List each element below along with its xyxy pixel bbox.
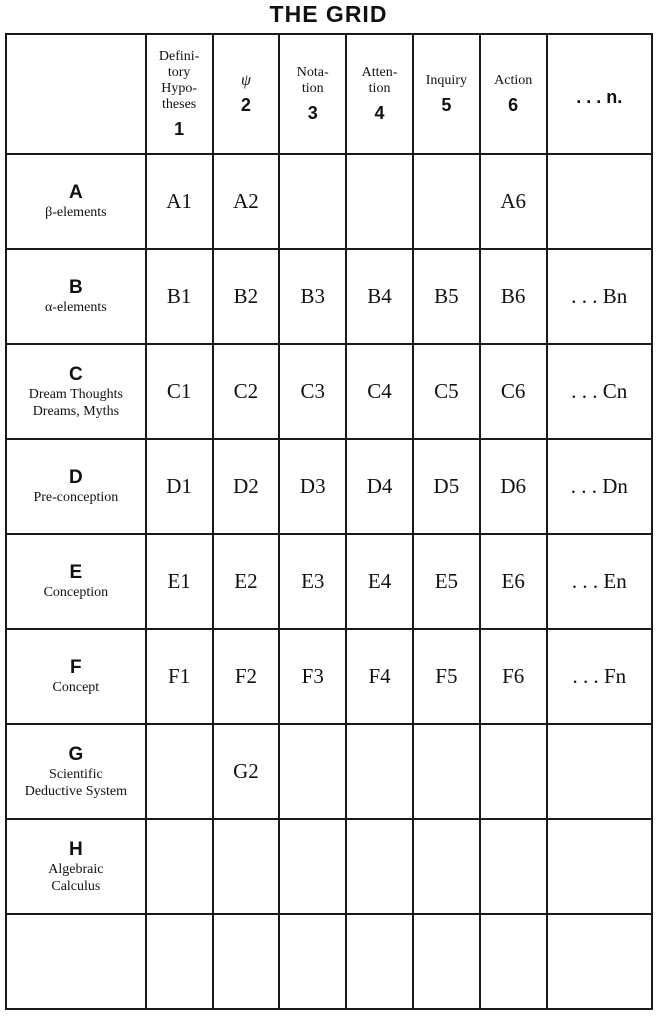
grid-cell: G2: [213, 724, 280, 819]
row-letter: C: [68, 363, 83, 385]
column-number: 6: [508, 94, 519, 115]
column-header-5: [413, 34, 480, 154]
grid-cell: E4: [346, 534, 413, 629]
grid-row: [6, 439, 652, 534]
grid-cell: C1: [146, 344, 213, 439]
grid-cell: E1: [146, 534, 213, 629]
grid-cell: E6: [480, 534, 547, 629]
grid-cell: F3: [279, 629, 346, 724]
grid-cell: F5: [413, 629, 480, 724]
corner-cell: [6, 34, 146, 154]
row-header: [6, 819, 146, 914]
row-letter: B: [68, 277, 83, 298]
grid-row: [6, 629, 652, 724]
grid-cell: . . . Dn: [547, 439, 652, 534]
grid-cell: [346, 819, 413, 914]
column-name: Action: [494, 72, 533, 88]
grid-cell: B4: [346, 249, 413, 344]
grid-cell: D4: [346, 439, 413, 534]
row-name: Algebraic Calculus: [48, 861, 104, 894]
row-name: Scientific Deductive System: [24, 766, 127, 799]
row-header: [6, 154, 146, 249]
grid-cell: [413, 914, 480, 1009]
row-header: [6, 344, 146, 439]
row-letter: D: [68, 467, 83, 488]
grid-cell: A1: [146, 154, 213, 249]
grid-cell: A6: [480, 154, 547, 249]
column-name: Atten- tion: [361, 64, 398, 96]
grid-cell: C4: [346, 344, 413, 439]
grid-cell: [146, 819, 213, 914]
grid-cell: D5: [413, 439, 480, 534]
grid-row: [6, 249, 652, 344]
column-header-4: [346, 34, 413, 154]
grid-cell: . . . En: [547, 534, 652, 629]
column-header-1: [146, 34, 213, 154]
grid-title: THE GRID: [269, 1, 388, 27]
grid-cell: [413, 819, 480, 914]
row-letter: G: [68, 743, 84, 765]
column-header-6: [480, 34, 547, 154]
grid-cell: [213, 819, 280, 914]
grid-table: [5, 33, 653, 1010]
grid-row: [6, 534, 652, 629]
grid-cell: B1: [146, 249, 213, 344]
grid-cell: B2: [213, 249, 280, 344]
grid-cell: [346, 914, 413, 1009]
column-number: . . . n.: [576, 86, 623, 107]
grid-cell: [146, 914, 213, 1009]
grid-cell: [480, 914, 547, 1009]
grid-cell: [480, 819, 547, 914]
grid-cell: [413, 154, 480, 249]
grid-cell: F2: [213, 629, 280, 724]
grid-cell: [547, 154, 652, 249]
grid-cell: E2: [213, 534, 280, 629]
grid-cell: . . . Bn: [547, 249, 652, 344]
grid-cell: B3: [279, 249, 346, 344]
grid-cell: [547, 819, 652, 914]
grid-cell: A2: [213, 154, 280, 249]
grid-cell: [279, 724, 346, 819]
grid-cell: C3: [279, 344, 346, 439]
column-header-n: [547, 34, 652, 154]
grid-cell: D3: [279, 439, 346, 534]
row-name: α-elements: [44, 300, 107, 315]
grid-cell: [279, 914, 346, 1009]
grid-cell: F1: [146, 629, 213, 724]
grid-cell: [279, 819, 346, 914]
row-letter: E: [69, 562, 83, 583]
grid-cell: E5: [413, 534, 480, 629]
grid-cell: [547, 724, 652, 819]
grid-cell: D2: [213, 439, 280, 534]
grid-cell: C5: [413, 344, 480, 439]
column-name: Nota- tion: [296, 64, 329, 96]
grid-cell: [346, 154, 413, 249]
grid-cell: [480, 724, 547, 819]
row-name: β-elements: [45, 205, 107, 220]
grid-cell: . . . Cn: [547, 344, 652, 439]
row-name: Concept: [52, 680, 100, 695]
grid-cell: E3: [279, 534, 346, 629]
grid-row: [6, 819, 652, 914]
column-header-3: [279, 34, 346, 154]
column-number: 2: [240, 94, 251, 115]
column-number: 5: [441, 94, 452, 115]
grid-cell: [413, 724, 480, 819]
grid-cell: [146, 724, 213, 819]
grid-cell: D6: [480, 439, 547, 534]
row-name: Pre-conception: [33, 490, 119, 505]
header-row: [6, 34, 652, 154]
column-name: ψ: [240, 71, 251, 89]
row-header: [6, 439, 146, 534]
column-header-2: [213, 34, 280, 154]
column-number: 4: [374, 102, 385, 123]
column-name: Defini- tory Hypo- theses: [158, 48, 200, 112]
grid-cell: F4: [346, 629, 413, 724]
grid-row: [6, 914, 652, 1009]
row-letter: H: [68, 838, 83, 860]
row-header: [6, 249, 146, 344]
grid-cell: [279, 154, 346, 249]
grid-row: [6, 724, 652, 819]
column-number: 1: [174, 118, 185, 139]
grid-cell: B6: [480, 249, 547, 344]
grid-cell: C6: [480, 344, 547, 439]
grid-cell: . . . Fn: [547, 629, 652, 724]
grid-cell: C2: [213, 344, 280, 439]
grid-cell: F6: [480, 629, 547, 724]
grid-row: [6, 154, 652, 249]
grid-cell: B5: [413, 249, 480, 344]
row-letter: F: [70, 657, 82, 678]
row-header: [6, 914, 146, 1009]
row-letter: A: [68, 182, 83, 203]
grid-cell: D1: [146, 439, 213, 534]
grid-cell: [346, 724, 413, 819]
column-number: 3: [307, 102, 318, 123]
grid-cell: [213, 914, 280, 1009]
grid-cell: [547, 914, 652, 1009]
row-header: [6, 534, 146, 629]
row-name: Conception: [43, 585, 109, 600]
column-name: Inquiry: [425, 72, 467, 88]
grid-row: [6, 344, 652, 439]
row-header: [6, 629, 146, 724]
row-name: Dream Thoughts Dreams, Myths: [28, 386, 123, 419]
row-header: [6, 724, 146, 819]
